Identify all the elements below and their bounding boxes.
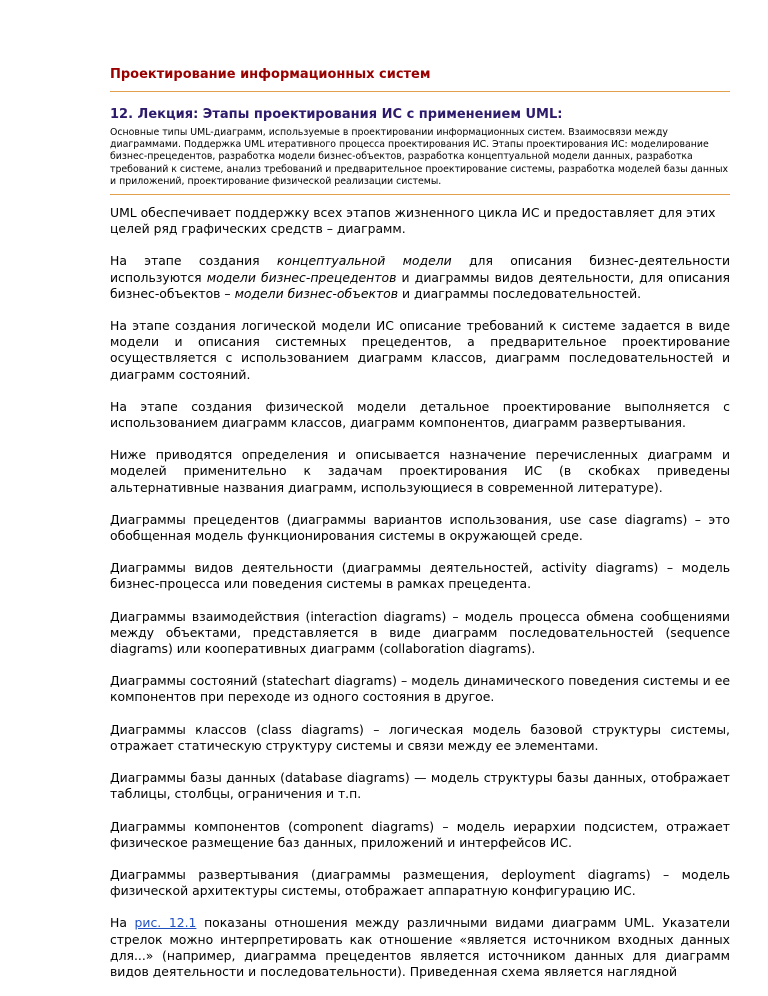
paragraph-interaction: Диаграммы взаимодействия (interaction diagrams) – модель процесса обмена сообщениями между объектами, представляется в виде диаграмм последовательностей (sequence diagrams) или кооперативных диаграмм (collaboration diagrams). bbox=[110, 608, 730, 657]
paragraph-database: Диаграммы базы данных (database diagrams) — модель структуры базы данных, отображает таблицы, столбцы, ограничения и т.п. bbox=[110, 770, 730, 802]
term-conceptual-model: концептуальной модели bbox=[276, 253, 452, 269]
paragraph-physical: На этапе создания физической модели детальное проектирование выполняется с использованием диаграмм классов, диаграмм компонентов, диаграмм развертывания. bbox=[110, 398, 730, 431]
text-fragment: и диаграммы видов деятельности, для описания бизнес-объектов – bbox=[110, 269, 731, 301]
paragraph-class: Диаграммы классов (class diagrams) – логическая модель базовой структуры системы, отражает статическую структуру системы и связи между ее элементами. bbox=[110, 721, 730, 753]
paragraph-concept bbox=[110, 253, 730, 302]
paragraph-use-case: Диаграммы прецедентов (диаграммы вариантов использования, use case diagrams) – это обобщенная модель функционирования системы в окружающей среде. bbox=[110, 511, 730, 544]
paragraph-below: Ниже приводятся определения и описывается назначение перечисленных диаграмм и моделей применительно к задачам проектирования ИС (в скобках приведены альтернативные названия диаграмм, использующиеся в современной литературе). bbox=[110, 447, 730, 495]
text-fragment: показаны отношения между различными видами диаграмм UML. Указатели стрелок можно интерпретировать как отношение «является источником входных данных для...» (например, диаграмма прецедентов является источником данных для диаграмм видов деятельности и последовательности). Приведенная схема является наглядной bbox=[110, 915, 730, 979]
paragraph-component: Диаграммы компонентов (component diagrams) – модель иерархии подсистем, отражает физическое размещение баз данных, приложений и интерфейсов ИС. bbox=[110, 818, 730, 850]
lecture-annotation: Основные типы UML-диаграмм, используемые в проектировании информационных систем. Взаимосвязи между диаграммами. Поддержка UML итеративного процесса проектирования ИС. Этапы проектирования ИС: моделирование бизнес-прецедентов, разработка модели бизнес-объектов, разработка концептуальной модели данных, разработка требований к системе, анализ требований и предварительное проектирование системы, разработка моделей базы данных и приложений, проектирование физической реализации системы. bbox=[110, 127, 730, 195]
figure-link[interactable]: рис. 12.1 bbox=[134, 915, 197, 931]
paragraph-statechart: Диаграммы состояний (statechart diagrams) – модель динамического поведения системы и ее компонентов при переходе из одного состояния в другое. bbox=[110, 673, 730, 705]
paragraph-figure-ref bbox=[110, 915, 730, 980]
course-title: Проектирование информационных систем bbox=[110, 66, 730, 92]
lecture-content bbox=[110, 205, 730, 980]
paragraph-logical: На этапе создания логической модели ИС описание требований к системе задается в виде модели и описания системных прецедентов, а предварительное проектирование осуществляется с использованием диаграмм классов, диаграмм последовательностей и диаграмм состояний. bbox=[110, 318, 730, 382]
term-business-use-case-models: модели бизнес-прецедентов bbox=[206, 269, 397, 285]
text-fragment: На этапе создания bbox=[110, 253, 277, 269]
paragraph-activity: Диаграммы видов деятельности (диаграммы деятельностей, activity diagrams) – модель бизнес-процесса или поведения системы в рамках прецедента. bbox=[110, 560, 730, 592]
paragraph-intro: UML обеспечивает поддержку всех этапов жизненного цикла ИС и предоставляет для этих целей ряд графических средств – диаграмм. bbox=[110, 205, 716, 237]
lecture-title: 12. Лекция: Этапы проектирования ИС с применением UML: bbox=[110, 107, 563, 122]
term-business-object-models: модели бизнес-объектов bbox=[234, 285, 399, 301]
paragraph-deployment: Диаграммы развертывания (диаграммы размещения, deployment diagrams) – модель физической архитектуры системы, отображает аппаратную конфигурацию ИС. bbox=[110, 866, 730, 899]
text-fragment: На bbox=[110, 915, 135, 931]
text-fragment: и диаграммы последовательностей. bbox=[398, 285, 642, 301]
text-fragment: для описания бизнес-деятельности используются bbox=[110, 253, 731, 285]
lecture-page bbox=[110, 66, 730, 996]
